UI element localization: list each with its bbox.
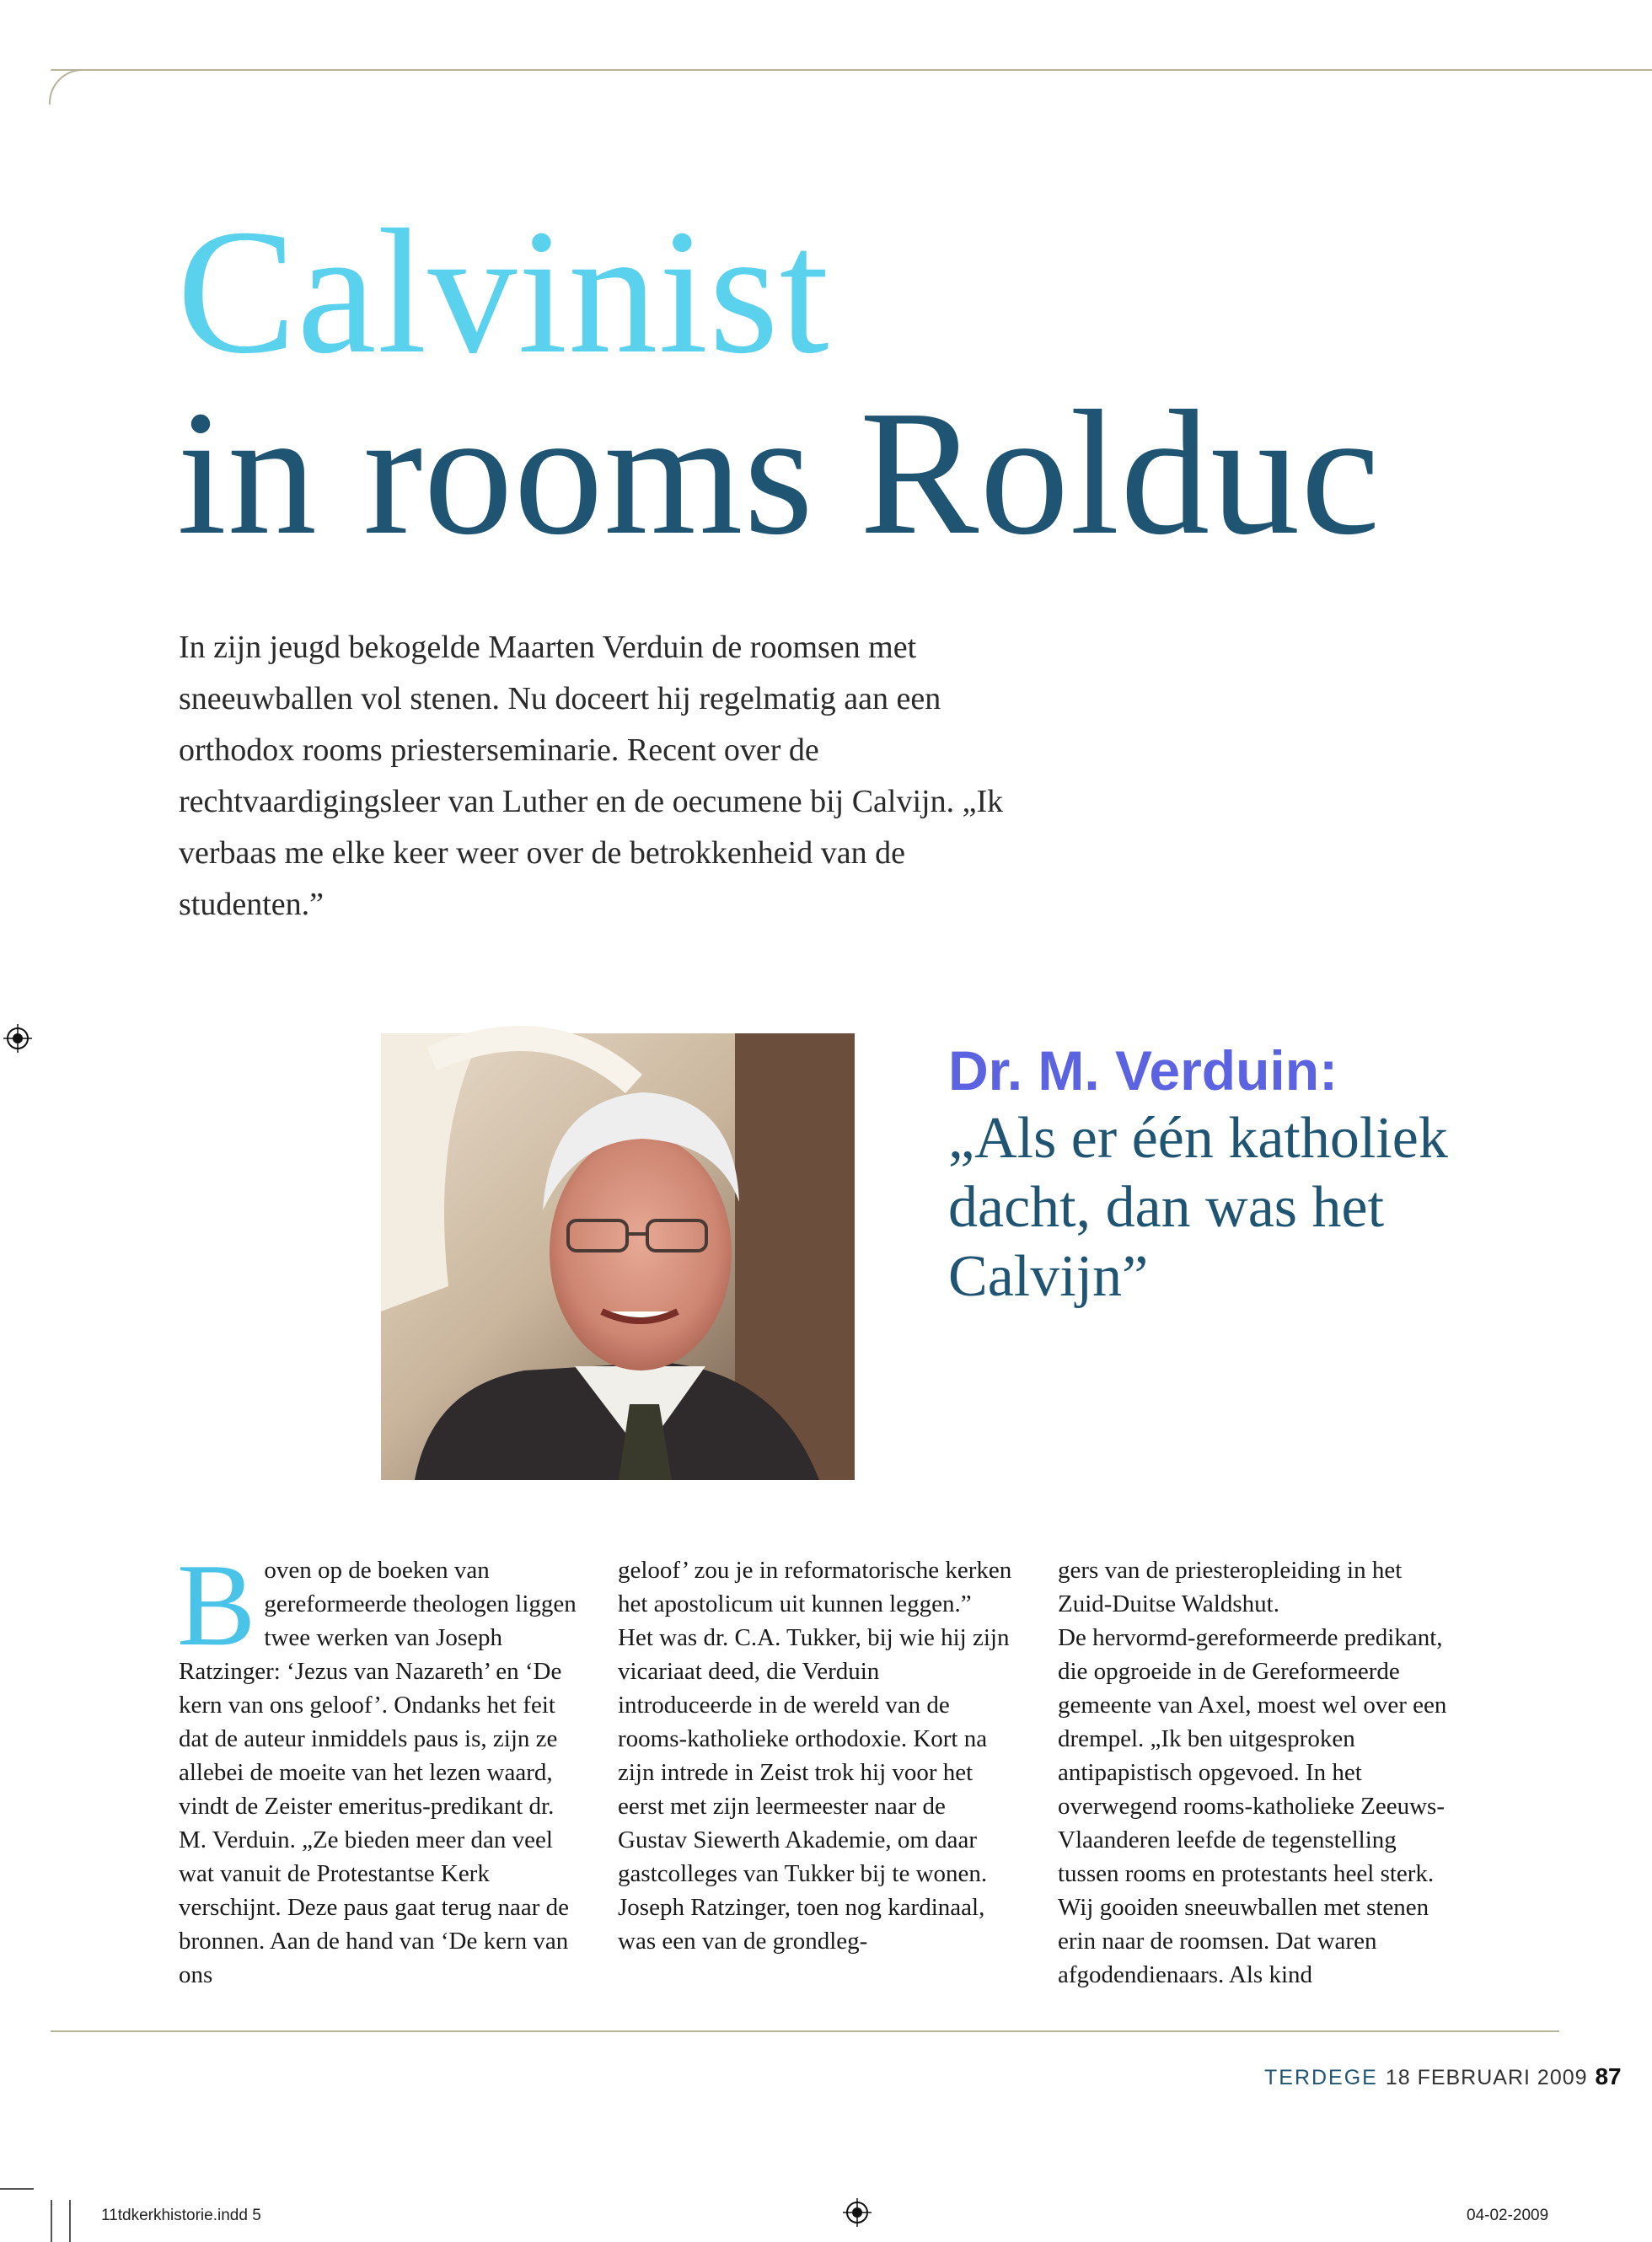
title-line-1: Calvinist — [177, 192, 830, 390]
crop-mark — [51, 2200, 52, 2242]
body-column-2-paragraph-2: Het was dr. C.A. Tukker, bij wie hij zijn vicariaat deed, die Verduin introduceerde in de wereld van de rooms-katholieke orthodoxie. Kort na zijn intrede in Zeist trok hij voor het eerst met zijn leermeester naar de Gustav Siewerth Akademie, om daar gastcolleges van Tukker bij te wonen. Joseph Ratzinger, toen nog kardinaal, was een van de grondleg- — [618, 1624, 1010, 1955]
registration-mark-icon — [843, 2198, 872, 2227]
crop-mark — [0, 2188, 34, 2190]
page-footer — [1264, 2063, 1622, 2090]
pull-quote-name: Dr. M. Verduin: — [948, 1039, 1338, 1102]
lead-paragraph: In zijn jeugd bekogelde Maarten Verduin de roomsen met sneeuwballen vol stenen. Nu doceert hij regelmatig aan een orthodox rooms priesterseminarie. Recent over de rechtvaardigingsleer van Luther en de oecumene bij Calvijn. „Ik verbaas me elke keer weer over de betrokkenheid van de studenten.” — [179, 630, 1004, 922]
footer-date: 18 FEBRUARI 2009 — [1385, 2066, 1588, 2089]
footer-magazine: TERDEGE — [1264, 2066, 1378, 2089]
body-column-3-paragraph-2: De hervormd-gereformeerde predikant, die opgroeide in de Gereformeerde gemeente van Axel, moest wel over een drempel. „Ik ben uitgesproken antipapistisch opgevoed. In het overwegend rooms-katholieke Zeeuws-Vlaanderen leefde de tegenstelling tussen rooms en protestants heel sterk. Wij gooiden sneeuwballen met stenen erin naar de roomsen. Dat waren afgodendienaars. Als kind — [1058, 1624, 1447, 1988]
slug-date: 04-02-2009 — [1467, 2207, 1549, 2224]
title-line-2: in rooms Rolduc — [177, 373, 1381, 571]
body-column-3-paragraph-1: gers van de priesteropleiding in het Zuid-Duitse Waldshut. — [1058, 1557, 1403, 1617]
page-frame-top — [51, 69, 1652, 71]
footer-page-number: 87 — [1595, 2063, 1622, 2089]
registration-mark-icon — [3, 1024, 32, 1053]
body-column-2-paragraph-1: geloof’ zou je in reformatorische kerken het apostolicum uit kunnen leggen.” — [618, 1557, 1012, 1617]
pull-quote-text: „Als er één katholiek dacht, dan was het Calvijn” — [948, 1106, 1448, 1309]
slug-filename: 11tdkerkhistorie.indd 5 — [101, 2207, 261, 2224]
body-column-2 — [618, 1553, 1018, 1958]
body-column-1-text: oven op de boeken van gereformeerde theologen liggen twee werken van Joseph Ratzinger: ‘Jezus van Nazareth’ en ‘De kern van ons geloof’. Ondanks het feit dat de auteur inmiddels paus is, zijn ze allebei de moeite van het lezen waard, vindt de Zeister emeritus-predikant dr. M. Verduin. „Ze bieden meer dan veel wat vanuit de Protestantse Kerk verschijnt. Deze paus gaat terug naar de bronnen. Aan de hand van ‘De kern van ons — [179, 1557, 577, 1988]
drop-cap: B — [177, 1540, 256, 1671]
crop-mark — [69, 2200, 71, 2242]
page-frame-bottom — [51, 2030, 1559, 2032]
body-column-3 — [1058, 1553, 1458, 1992]
portrait-photo — [381, 1033, 855, 1480]
body-column-1 — [177, 1540, 579, 1992]
